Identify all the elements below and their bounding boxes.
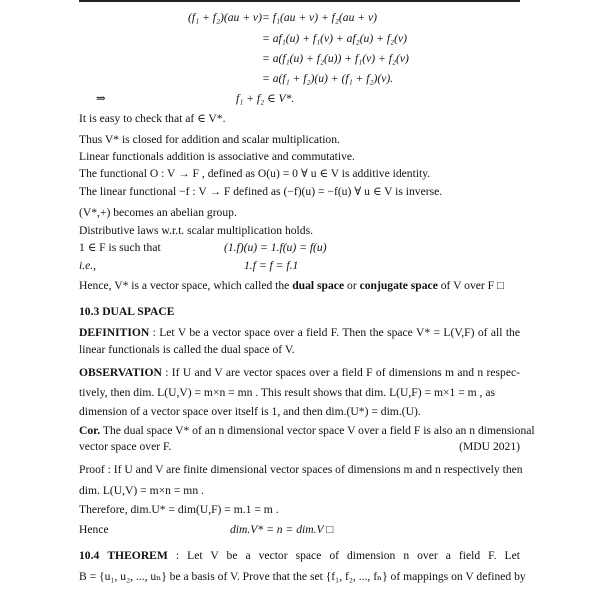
conjugate-space-term: conjugate space xyxy=(359,279,438,292)
derivation-conclusion: f₁ + f₂ ∈ V*. xyxy=(236,92,295,105)
distributive-line: Distributive laws w.r.t. scalar multiplication holds. xyxy=(79,224,313,237)
definition-line-1 xyxy=(79,326,520,340)
theorem-line-1 xyxy=(79,549,520,563)
corollary-text-1: The dual space V* of an n dimensional vector space V over a field F is also an n dimensional xyxy=(102,424,535,437)
proof-line-1: Proof : If U and V are finite dimensional vector spaces of dimensions m and n respectively then xyxy=(79,463,523,476)
hence-or: or xyxy=(347,279,357,292)
additive-identity-line: The functional O : V → F , defined as O(u) = 0 ∀ u ∈ V is additive identity. xyxy=(79,167,431,180)
derivation-eq3: = a(f₁(u) + f₂(u)) + f₁(v) + f₂(v) xyxy=(262,52,409,65)
dual-space-term: dual space xyxy=(292,279,345,292)
derivation-eq1: = f₁(au + v) + f₂(au + v) xyxy=(262,11,378,24)
derivation-eq4: = a(f₁ + f₂)(u) + (f₁ + f₂)(v). xyxy=(262,72,394,85)
observation-line-2: tively, then dim. L(U,V) = m×n = mn . This result shows that dim. L(U,F) = m×1 = m , as xyxy=(79,386,495,399)
theorem-line-2: B = {u₁, u₂, ..., uₙ} be a basis of V. Prove that the set {f₁, f₂, ..., fₙ} of mappings on V defined by xyxy=(79,570,526,583)
theorem-text-1: : Let V be a vector space of dimension n over a field F. Let xyxy=(175,549,521,562)
definition-text-1: : Let V be a vector space over a field F. Then the space V* = L(V,F) of all the xyxy=(152,326,520,339)
observation-label: OBSERVATION xyxy=(79,366,162,379)
observation-line-1 xyxy=(79,366,520,380)
ie-equation: 1.f = f = f.1 xyxy=(244,259,299,272)
observation-text-1: : If U and V are vector spaces over a field F of dimensions m and n respec- xyxy=(165,366,520,379)
hence-text-a: Hence, V* is a vector space, which called the xyxy=(79,279,290,292)
corollary-line-1 xyxy=(79,424,535,438)
proof-line-2: dim. L(U,V) = m×n = mn . xyxy=(79,484,204,497)
hence-label: Hence xyxy=(79,523,109,536)
theorem-label: THEOREM xyxy=(107,549,168,562)
section-heading-dual-space: 10.3 DUAL SPACE xyxy=(79,305,175,318)
inverse-line: The linear functional −f : V → F defined as (−f)(u) = −f(u) ∀ u ∈ V is inverse. xyxy=(79,185,443,198)
corollary-line-2: vector space over F. xyxy=(79,440,172,453)
definition-line-2: linear functionals is called the dual space of V. xyxy=(79,343,295,356)
unit-line-left: 1 ∈ F is such that xyxy=(79,241,161,254)
closed-line: Thus V* is closed for addition and scalar multiplication. xyxy=(79,133,340,146)
header-rule xyxy=(79,0,520,2)
hence-vector-space-line xyxy=(79,279,504,293)
abelian-line: (V*,+) becomes an abelian group. xyxy=(79,206,237,219)
hence-text-b: of V over F xyxy=(440,279,495,292)
definition-label: DEFINITION xyxy=(79,326,150,339)
easy-check-line: It is easy to check that af ∈ V*. xyxy=(79,112,226,125)
theorem-number: 10.4 xyxy=(79,549,100,562)
associative-line: Linear functionals addition is associative and commutative. xyxy=(79,150,355,163)
therefore-line: Therefore, dim.U* = dim(U,F) = m.1 = m . xyxy=(79,503,279,516)
qed-symbol: □ xyxy=(497,279,505,292)
derivation-eq2: = af₁(u) + f₁(v) + af₂(u) + f₂(v) xyxy=(262,32,407,45)
corollary-reference: (MDU 2021) xyxy=(459,440,520,453)
unit-line-right: (1.f)(u) = 1.f(u) = f(u) xyxy=(224,241,327,254)
derivation-lhs: (f₁ + f₂)(au + v) xyxy=(188,11,262,24)
ie-label: i.e., xyxy=(79,259,97,272)
observation-line-3: dimension of a vector space over itself is 1, and then dim.(U*) = dim.(U). xyxy=(79,405,421,418)
hence-dimension-equation: dim.V* = n = dim.V □ xyxy=(230,523,334,536)
implies-symbol: ⇒ xyxy=(96,92,106,105)
corollary-label: Cor. xyxy=(79,424,101,437)
